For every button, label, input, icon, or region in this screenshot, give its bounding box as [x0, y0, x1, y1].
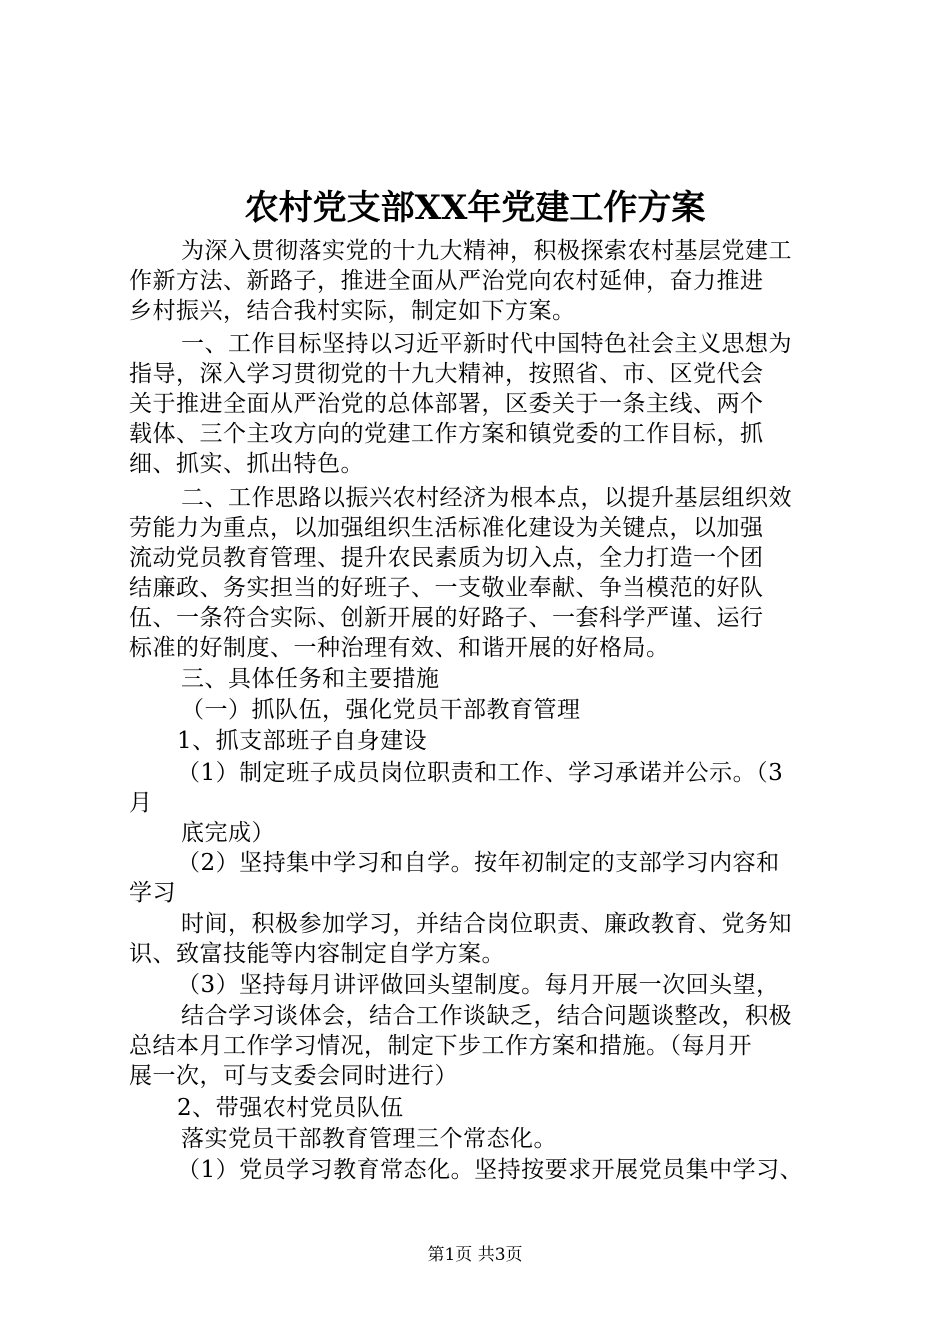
body-line: 指导，深入学习贯彻党的十九大精神，按照省、市、区党代会 [129, 361, 764, 387]
body-line: 伍、一条符合实际、创新开展的好路子、一套科学严谨、运行 [129, 605, 764, 631]
body-line: 细、抓实、抓出特色。 [129, 451, 364, 477]
body-line: （1）制定班子成员岗位职责和工作、学习承诺并公示。（3 [177, 760, 784, 786]
body-line: 乡村振兴，结合我村实际，制定如下方案。 [129, 298, 576, 324]
item-heading: 2、带强农村党员队伍 [177, 1095, 404, 1121]
body-line: （1）党员学习教育常态化。坚持按要求开展党员集中学习、 [177, 1157, 804, 1183]
body-line: （2）坚持集中学习和自学。按年初制定的支部学习内容和 [177, 850, 780, 876]
body-line: 学习 [129, 880, 176, 906]
body-line: 总结本月工作学习情况，制定下步工作方案和措施。（每月开 [129, 1033, 752, 1059]
body-line: 二、工作思路以振兴农村经济为根本点，以提升基层组织效 [181, 485, 792, 511]
body-line: 流动党员教育管理、提升农民素质为切入点，全力打造一个团 [129, 545, 764, 571]
body-line: 劳能力为重点，以加强组织生活标准化建设为关键点，以加强 [129, 515, 764, 541]
document-title: 农村党支部XX年党建工作方案 [244, 188, 706, 228]
page-footer: 第1页 共3页 [427, 1245, 523, 1265]
subsection-heading: （一）抓队伍，强化党员干部教育管理 [181, 697, 581, 723]
body-line: 作新方法、新路子，推进全面从严治党向农村延伸，奋力推进 [129, 268, 764, 294]
body-line: 结廉政、务实担当的好班子、一支敬业奉献、争当模范的好队 [129, 575, 764, 601]
body-line: 为深入贯彻落实党的十九大精神，积极探索农村基层党建工 [181, 238, 792, 264]
body-line: 时间，积极参加学习，并结合岗位职责、廉政教育、党务知 [181, 911, 792, 937]
body-line: 标准的好制度、一种治理有效、和谐开展的好格局。 [129, 635, 670, 661]
body-line: 载体、三个主攻方向的党建工作方案和镇党委的工作目标，抓 [129, 421, 764, 447]
body-line: 一、工作目标坚持以习近平新时代中国特色社会主义思想为 [181, 331, 792, 357]
body-line: 展一次，可与支委会同时进行） [129, 1063, 458, 1089]
body-line: 结合学习谈体会，结合工作谈缺乏，结合问题谈整改，积极 [181, 1003, 792, 1029]
body-line: 月 [129, 790, 153, 816]
section-heading: 三、具体任务和主要措施 [181, 666, 440, 692]
item-heading: 1、抓支部班子自身建设 [177, 728, 428, 754]
body-line: （3）坚持每月讲评做回头望制度。每月开展一次回头望， [177, 972, 780, 998]
body-line: 落实党员干部教育管理三个常态化。 [181, 1126, 557, 1152]
body-line: 底完成） [181, 820, 275, 846]
body-line: 识、致富技能等内容制定自学方案。 [129, 941, 505, 967]
body-line: 关于推进全面从严治党的总体部署，区委关于一条主线、两个 [129, 391, 764, 417]
